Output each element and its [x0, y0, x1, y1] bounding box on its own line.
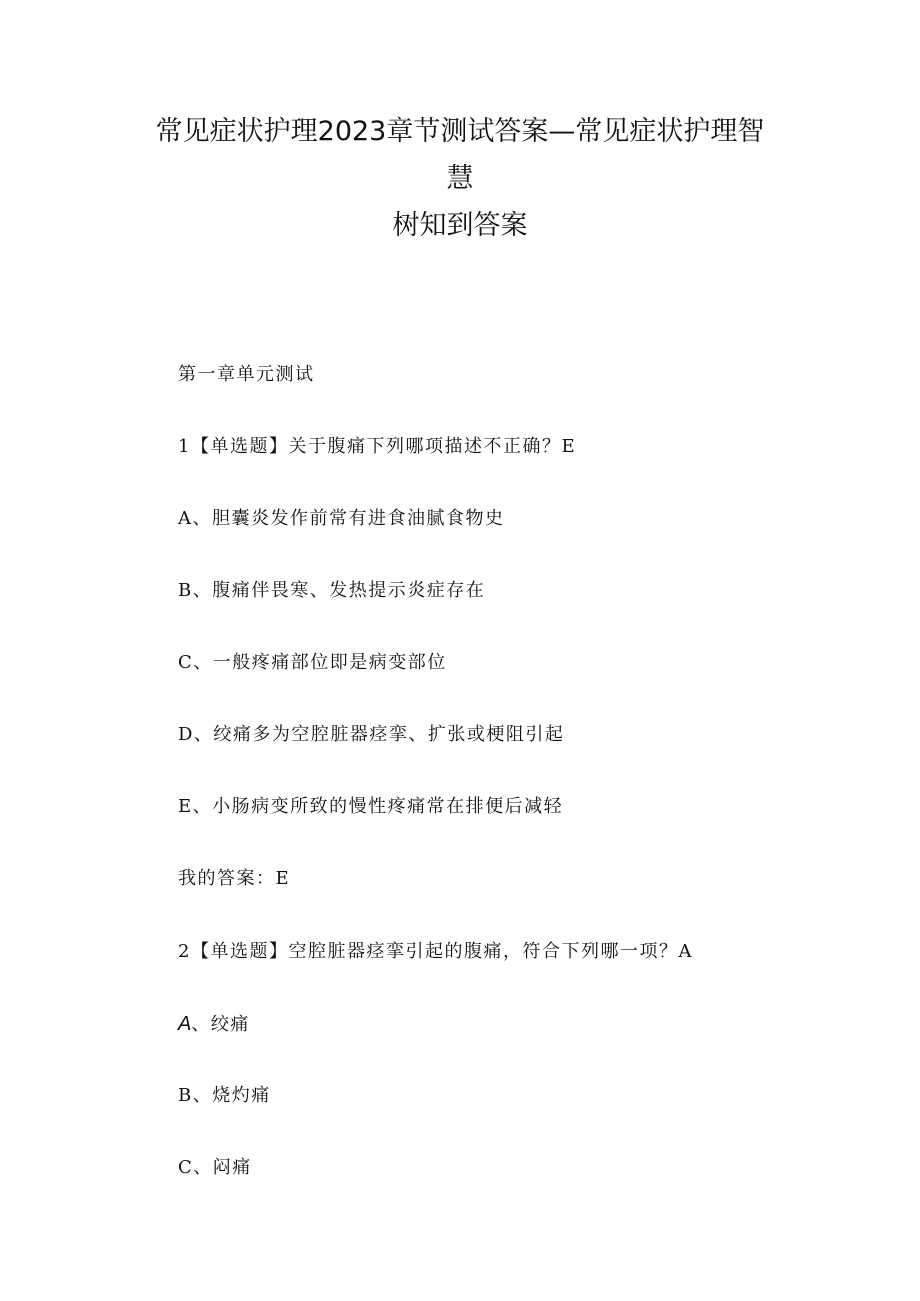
- question-1-option-b: B、腹痛伴畏寒、发热提示炎症存在: [178, 580, 486, 601]
- document-title-line-1: 常见症状护理2023章节测试答案—常见症状护理智: [155, 116, 765, 147]
- question-1-option-e: E、小肠病变所致的慢性疼痛常在排便后减轻: [178, 796, 564, 817]
- chapter-heading: 第一章单元测试: [178, 364, 315, 385]
- document-title-line-2: 慧: [446, 163, 474, 194]
- question-2-option-a-text: 、绞痛: [191, 1014, 250, 1035]
- question-2-option-a: [178, 1012, 250, 1037]
- question-1-stem: 1【单选题】关于腹痛下列哪项描述不正确？E: [178, 436, 577, 457]
- question-2-option-b: B、烧灼痛: [178, 1085, 271, 1106]
- question-2-option-c: C、闷痛: [178, 1157, 252, 1178]
- question-2-option-a-letter: A: [178, 1013, 192, 1035]
- question-1-option-d: D、绞痛多为空腔脏器痉挛、扩张或梗阻引起: [178, 724, 565, 745]
- question-1-option-c: C、一般疼痛部位即是病变部位: [178, 652, 447, 673]
- document-title-line-3: 树知到答案: [392, 210, 528, 241]
- question-2-stem: 2【单选题】空腔脏器痉挛引起的腹痛，符合下列哪一项？A: [178, 941, 693, 962]
- question-1-my-answer: 我的答案：E: [178, 868, 291, 889]
- question-1-option-a: A、胆囊炎发作前常有进食油腻食物史: [178, 508, 505, 529]
